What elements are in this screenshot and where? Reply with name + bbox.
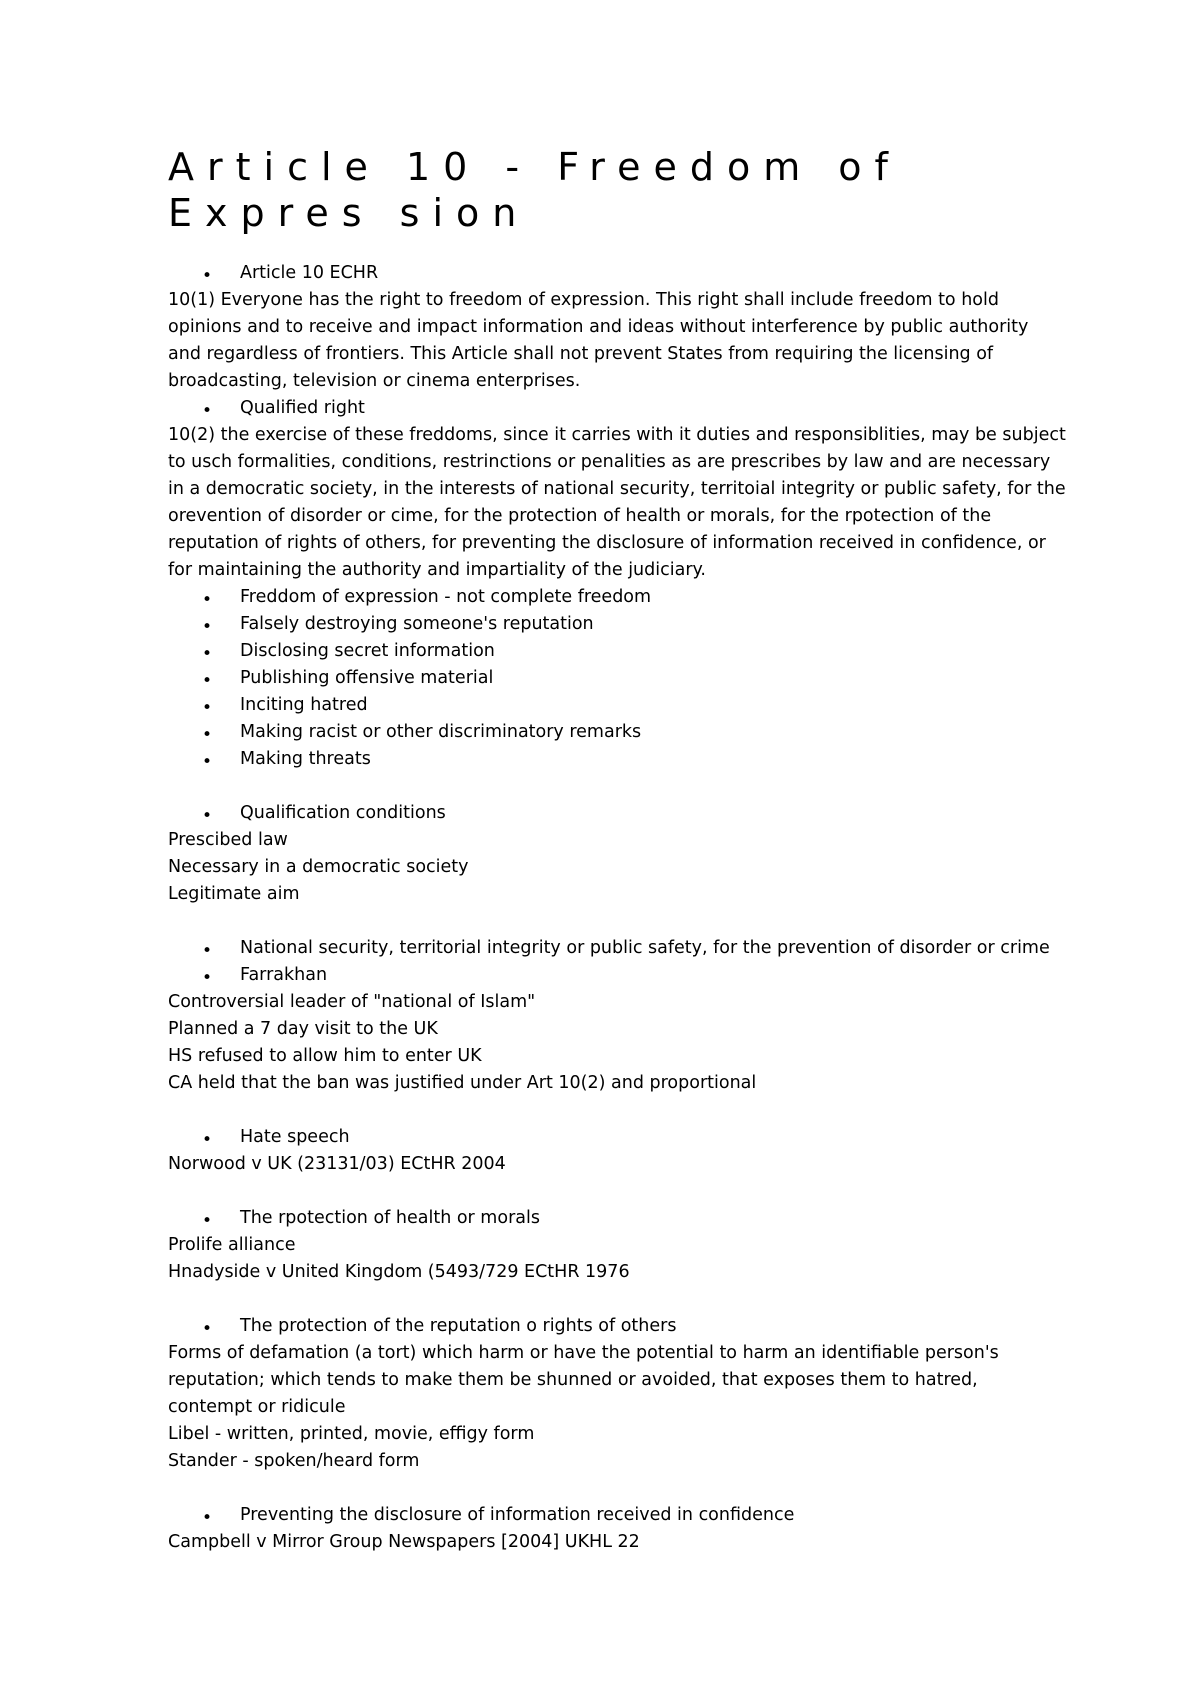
paragraph-line: Planned a 7 day visit to the UK	[168, 1019, 438, 1039]
bullet-item	[168, 692, 1168, 719]
blank-line	[168, 1178, 1168, 1205]
bullet-item	[168, 1205, 1168, 1232]
bullet-dot-icon: •	[202, 266, 213, 286]
bullet-text: Qualified right	[240, 398, 365, 418]
bullet-item	[168, 395, 1168, 422]
bullet-item	[168, 260, 1168, 287]
bullet-dot-icon: •	[202, 401, 213, 421]
blank-line	[168, 1475, 1168, 1502]
paragraph-line: 10(2) the exercise of these freddoms, since it carries with it duties and responsiblities, may be subject	[168, 425, 1066, 445]
paragraph-line: opinions and to receive and impact information and ideas without interference by public authority	[168, 317, 1029, 337]
bullet-text: National security, territorial integrity or public safety, for the prevention of disorder or crime	[240, 938, 1050, 958]
bullet-text: Making racist or other discriminatory remarks	[240, 722, 642, 742]
paragraph-line: orevention of disorder or cime, for the protection of health or morals, for the rpotection of the	[168, 506, 992, 526]
bullet-dot-icon: •	[202, 590, 213, 610]
bullet-dot-icon: •	[202, 725, 213, 745]
paragraph-line: for maintaining the authority and impartiality of the judiciary.	[168, 560, 706, 580]
paragraph-line: in a democratic society, in the interests of national security, territoial integrity or public safety, for the	[168, 479, 1066, 499]
bullet-item	[168, 1124, 1168, 1151]
blank-line	[168, 773, 1168, 800]
paragraph-line: Libel - written, printed, movie, effigy form	[168, 1424, 535, 1444]
bullet-item	[168, 935, 1168, 962]
bullet-dot-icon: •	[202, 752, 213, 772]
bullet-dot-icon: •	[202, 698, 213, 718]
paragraph-line: Hnadyside v United Kingdom (5493/729 ECtHR 1976	[168, 1262, 630, 1282]
document-body	[168, 260, 1168, 1556]
bullet-dot-icon: •	[202, 1319, 213, 1339]
paragraph-line: contempt or ridicule	[168, 1397, 346, 1417]
bullet-item	[168, 746, 1168, 773]
bullet-item	[168, 800, 1168, 827]
paragraph-line: 10(1) Everyone has the right to freedom of expression. This right shall include freedom to hold	[168, 290, 999, 310]
document-title: Article 10 - Freedom of Expres sion	[168, 145, 901, 235]
bullet-dot-icon: •	[202, 644, 213, 664]
bullet-dot-icon: •	[202, 941, 213, 961]
bullet-dot-icon: •	[202, 1508, 213, 1528]
bullet-item	[168, 962, 1168, 989]
bullet-text: Article 10 ECHR	[240, 263, 379, 283]
paragraph-line: broadcasting, television or cinema enterprises.	[168, 371, 581, 391]
bullet-text: Hate speech	[240, 1127, 350, 1147]
bullet-text: Publishing offensive material	[240, 668, 494, 688]
paragraph-line: Necessary in a democratic society	[168, 857, 469, 877]
bullet-text: The rpotection of health or morals	[240, 1208, 540, 1228]
bullet-item	[168, 638, 1168, 665]
paragraph-line: reputation; which tends to make them be shunned or avoided, that exposes them to hatred,	[168, 1370, 978, 1390]
paragraph-line: Legitimate aim	[168, 884, 300, 904]
bullet-dot-icon: •	[202, 968, 213, 988]
paragraph-line: reputation of rights of others, for preventing the disclosure of information received in confidence, or	[168, 533, 1046, 553]
bullet-item	[168, 665, 1168, 692]
bullet-text: Inciting hatred	[240, 695, 368, 715]
paragraph-line: and regardless of frontiers. This Article shall not prevent States from requiring the licensing of	[168, 344, 994, 364]
paragraph-line: Controversial leader of "national of Islam"	[168, 992, 536, 1012]
paragraph-line: Norwood v UK (23131/03) ECtHR 2004	[168, 1154, 506, 1174]
bullet-dot-icon: •	[202, 617, 213, 637]
blank-line	[168, 1286, 1168, 1313]
bullet-text: Qualification conditions	[240, 803, 446, 823]
bullet-dot-icon: •	[202, 671, 213, 691]
bullet-text: The protection of the reputation o rights of others	[240, 1316, 677, 1336]
bullet-text: Preventing the disclosure of information received in confidence	[240, 1505, 795, 1525]
paragraph-line: CA held that the ban was justified under Art 10(2) and proportional	[168, 1073, 757, 1093]
paragraph-line: Forms of defamation (a tort) which harm or have the potential to harm an identifiable person's	[168, 1343, 999, 1363]
bullet-dot-icon: •	[202, 1211, 213, 1231]
paragraph-line: Stander - spoken/heard form	[168, 1451, 420, 1471]
bullet-item	[168, 719, 1168, 746]
bullet-dot-icon: •	[202, 1130, 213, 1150]
paragraph-line: HS refused to allow him to enter UK	[168, 1046, 482, 1066]
blank-line	[168, 1097, 1168, 1124]
paragraph-line: to usch formalities, conditions, restrinctions or penalities as are prescribes by law and are necessary	[168, 452, 1051, 472]
bullet-item	[168, 1313, 1168, 1340]
bullet-item	[168, 1502, 1168, 1529]
bullet-text: Farrakhan	[240, 965, 328, 985]
paragraph-line: Campbell v Mirror Group Newspapers [2004] UKHL 22	[168, 1532, 640, 1552]
bullet-text: Falsely destroying someone's reputation	[240, 614, 594, 634]
bullet-dot-icon: •	[202, 806, 213, 826]
bullet-text: Freddom of expression - not complete freedom	[240, 587, 652, 607]
blank-line	[168, 908, 1168, 935]
bullet-text: Disclosing secret information	[240, 641, 495, 661]
bullet-item	[168, 611, 1168, 638]
paragraph-line: Prescibed law	[168, 830, 288, 850]
paragraph-line: Prolife alliance	[168, 1235, 296, 1255]
bullet-text: Making threats	[240, 749, 371, 769]
bullet-item	[168, 584, 1168, 611]
